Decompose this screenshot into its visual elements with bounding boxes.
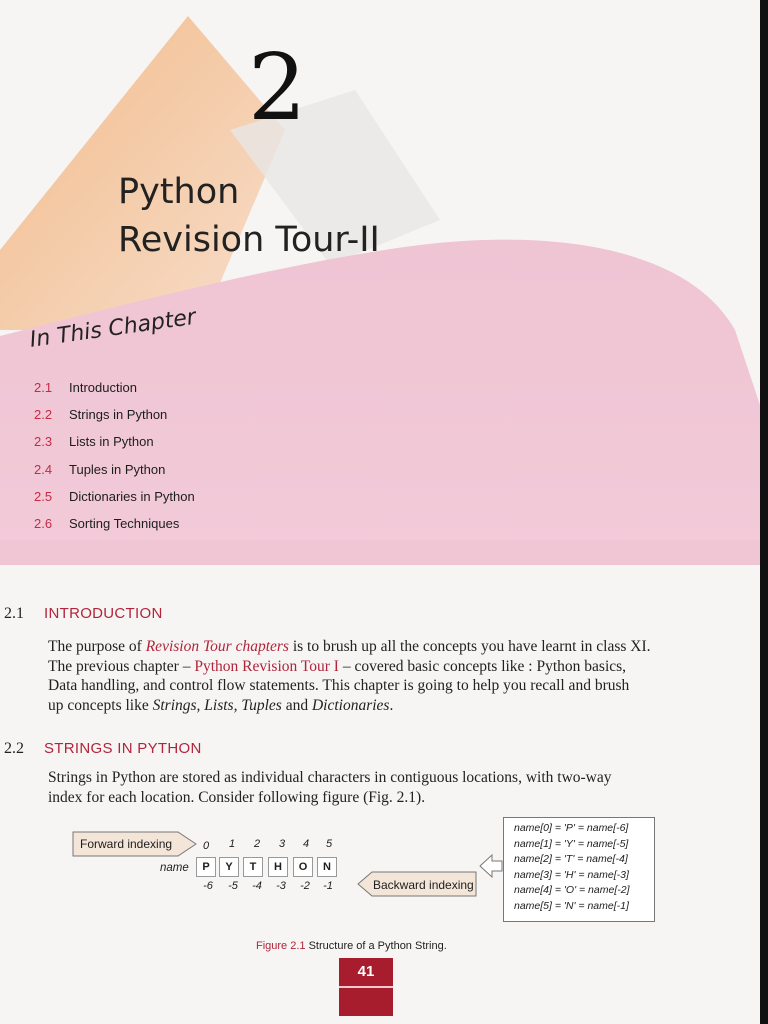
index-equation: name[5] = 'N' = name[-1]	[514, 899, 629, 912]
toc-item	[34, 405, 195, 432]
backward-index: -2	[300, 880, 310, 892]
toc-num: 2.4	[34, 461, 53, 477]
backward-index: -1	[323, 880, 333, 892]
section-number: 2.1	[4, 605, 24, 622]
string-cell: T	[243, 857, 263, 877]
badge-divider	[339, 986, 393, 988]
backward-index: -5	[228, 880, 238, 892]
forward-index: 2	[253, 838, 261, 850]
chapter-number: 2	[248, 34, 307, 141]
toc-item	[34, 460, 195, 487]
strings-paragraph	[48, 768, 738, 807]
toc-label: Sorting Techniques	[69, 515, 180, 531]
forward-index: 5	[325, 838, 333, 850]
text: is to brush up all the concepts you have learnt in class XI.	[288, 638, 651, 655]
revision-tour-link: Revision Tour chapters	[145, 638, 289, 655]
index-equation: name[2] = 'T' = name[-4]	[514, 853, 628, 865]
index-equation: name[0] = 'P' = name[-6]	[514, 822, 629, 834]
toc-item	[34, 487, 195, 514]
toc-num: 2.3	[34, 434, 53, 450]
page-edge	[760, 0, 768, 1024]
para-line: Strings in Python are stored as individual characters in contiguous locations, with two-way	[48, 769, 612, 786]
variable-name-label: name	[160, 862, 189, 874]
figure-caption-text: Structure of a Python String.	[308, 940, 447, 952]
backward-index: -4	[252, 880, 262, 892]
toc-label: Introduction	[69, 380, 137, 395]
para-line: Data handling, and control flow statements. This chapter is going to help you recall and brush	[48, 677, 630, 694]
index-equation: name[4] = 'O' = name[-2]	[514, 884, 630, 896]
index-equation: name[3] = 'H' = name[-3]	[514, 868, 629, 881]
pink-band-bottom	[0, 540, 768, 565]
toc-num: 2.2	[34, 407, 53, 423]
text: up concepts like	[48, 696, 153, 714]
page-number: 41	[357, 963, 375, 980]
text: and	[281, 696, 312, 714]
backward-index: -6	[203, 880, 213, 892]
chapter-title-line1: Python	[118, 172, 240, 212]
section-heading-strings	[4, 740, 202, 758]
section-heading-introduction	[4, 605, 163, 623]
index-equation: name[1] = 'Y' = name[-5]	[514, 837, 629, 850]
toc-num: 2.1	[34, 380, 53, 395]
figure-caption-label: Figure 2.1	[256, 940, 306, 952]
in-this-chapter-heading: In This Chapter	[28, 304, 198, 353]
toc-label: Strings in Python	[69, 407, 168, 423]
text: – covered basic concepts like : Python basics,	[338, 657, 627, 675]
string-cell: H	[268, 857, 288, 877]
chapter-title-line2: Revision Tour-II	[118, 220, 380, 260]
toc-label: Tuples in Python	[69, 461, 166, 477]
chapter-title	[118, 168, 380, 264]
para-line	[48, 637, 728, 657]
string-cell: O	[293, 857, 313, 877]
toc-num: 2.6	[34, 515, 53, 531]
index-equations-box	[503, 817, 655, 922]
string-cell: P	[196, 857, 216, 877]
text: The purpose of	[48, 638, 146, 655]
para-line: index for each location. Consider following figure (Fig. 2.1).	[48, 788, 426, 806]
backward-indexing-label: Backward indexing	[373, 878, 474, 892]
toc-item	[34, 432, 195, 459]
italic-text: Dictionaries	[311, 696, 390, 714]
toc-item	[34, 378, 195, 405]
forward-index: 3	[278, 838, 286, 850]
section-number: 2.2	[4, 740, 24, 757]
python-revision-tour-1-ref: Python Revision Tour I	[194, 657, 339, 675]
forward-index: 4	[302, 838, 310, 850]
intro-paragraph	[48, 637, 728, 715]
page-number-badge	[339, 958, 393, 1016]
text: The previous chapter –	[48, 657, 195, 675]
para-line	[48, 696, 728, 716]
forward-index: 0	[202, 840, 210, 852]
section-title: STRINGS IN PYTHON	[44, 740, 202, 757]
figure-caption	[256, 940, 447, 952]
para-line	[48, 657, 728, 677]
toc-label: Dictionaries in Python	[69, 488, 195, 504]
section-title: INTRODUCTION	[44, 605, 163, 622]
string-cell: N	[317, 857, 337, 877]
backward-index: -3	[276, 880, 286, 892]
text: .	[389, 696, 394, 714]
toc-item	[34, 514, 195, 541]
forward-index: 1	[228, 838, 236, 850]
italic-text: Strings, Lists, Tuples	[152, 696, 282, 714]
chapter-contents-list	[34, 378, 195, 541]
toc-label: Lists in Python	[69, 434, 154, 450]
string-cell: Y	[219, 857, 239, 877]
forward-indexing-label: Forward indexing	[80, 837, 173, 851]
toc-num: 2.5	[34, 488, 53, 504]
